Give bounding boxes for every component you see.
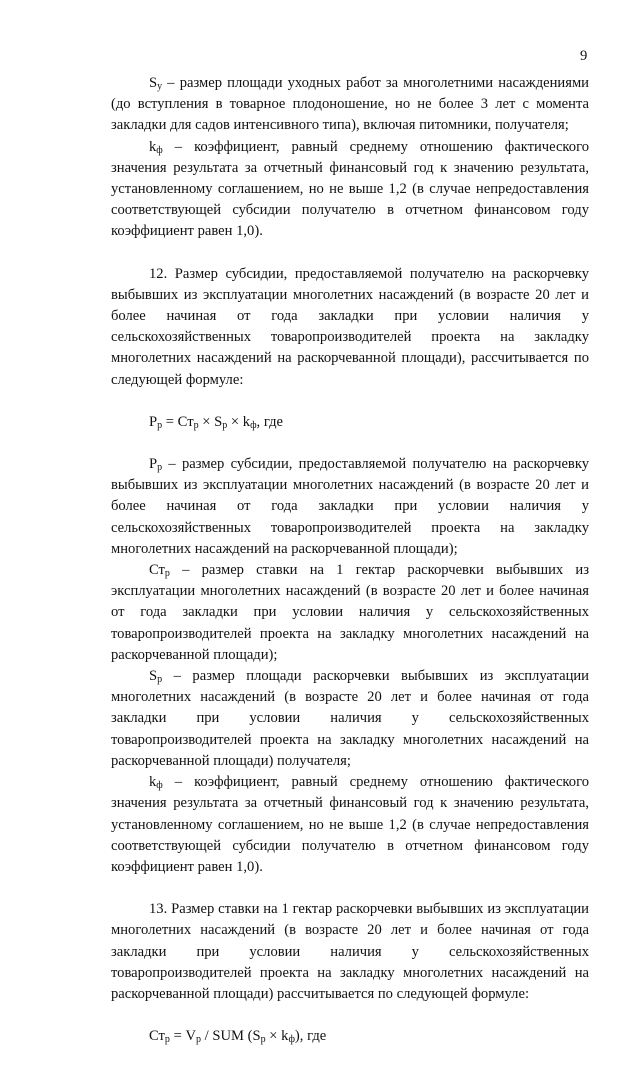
document-body <box>111 73 589 1068</box>
definition-sy: $S_у$ – размер площади уходных работ за многолетними насаждениями (до вступления в товарное плодоношение, но не более 3 лет с момента закладки для садов интенсивного типа), включая питомники, получателя; <box>111 75 589 134</box>
definition-pr: $P_р$ – размер субсидии, предоставляемой получателю на раскорчевку выбывших из эксплуатации многолетних насаждений (в возрасте 20 лет и более начиная от года закладки при условии наличия у сельскохозяйственных товаропроизводителей проекта на закладку многолетних насаждений на раскорчеванной площади); <box>111 456 589 557</box>
formula-rate: $Ст_р = V_р$ / SUM $(S_р \times k_ф)$, где <box>149 1028 327 1046</box>
formula-subsidy: $P_р = Ст_р \times S_р \times k_ф$, где <box>149 413 284 431</box>
page-number: 9 <box>580 48 588 64</box>
paragraph-12: 12. Размер субсидии, предоставляемой получателю на раскорчевку выбывших из эксплуатации многолетних насаждений (в возрасте 20 лет и более начиная от года закладки при условии наличия у сельскохозяйственных товаропроизводителей проекта на закладку многолетних насаждений на раскорчеванной площади), рассчитывается по следующей формуле: <box>111 265 589 388</box>
definition-sr: $S_р$ – размер площади раскорчевки выбывших из эксплуатации многолетних насаждений (в возрасте 20 лет и более начиная от года закладки при условии наличия у сельскохозяйственных товаропроизводителей проекта на закладку многолетних насаждений на раскорчеванной площади) получателя; <box>111 668 589 769</box>
definition-ctr: $Ст_р$ – размер ставки на 1 гектар раскорчевки выбывших из эксплуатации многолетних насаждений (в возрасте 20 лет и более начиная от года закладки при условии наличия у сельскохозяйственных товаропроизводителей проекта на закладку многолетних насаждений на раскорчеванной площади); <box>111 562 589 663</box>
paragraph-13: 13. Размер ставки на 1 гектар раскорчевки выбывших из эксплуатации многолетних насаждений (в возрасте 20 лет и более начиная от года закладки при условии наличия у сельскохозяйственных товаропроизводителей проекта на закладку многолетних насаждений на раскорчеванной площади) рассчитывается по следующей формуле: <box>111 901 589 1002</box>
definition-kf-2: $k_ф$ – коэффициент, равный среднему отношению фактического значения результата за отчетный финансовый год к значению результата, установленному соглашением, но не выше 1,2 (в случае непредоставления соответствующей субсидии получателю в отчетном финансовом году коэффициент равен 1,0). <box>111 774 589 875</box>
definition-kf: $k_ф$ – коэффициент, равный среднему отношению фактического значения результата за отчетный финансовый год к значению результата, установленному соглашением, но не выше 1,2 (в случае непредоставления соответствующей субсидии получателю в отчетном финансовом году коэффициент равен 1,0). <box>111 138 589 240</box>
